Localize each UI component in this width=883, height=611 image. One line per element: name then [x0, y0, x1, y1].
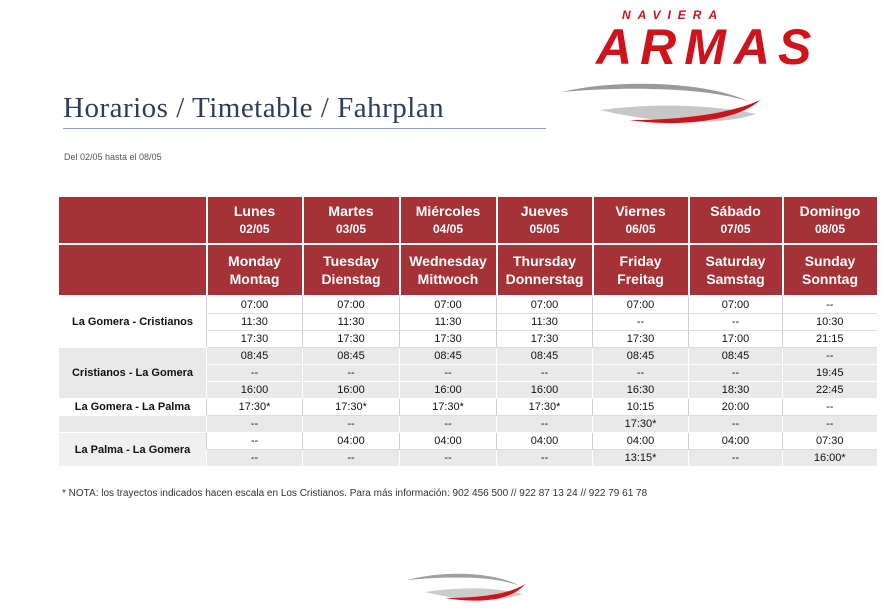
time-cell: 16:00* [783, 450, 877, 467]
time-cell: 22:45 [783, 382, 877, 399]
time-cell: 04:00 [400, 433, 497, 450]
time-cell: 04:00 [303, 433, 400, 450]
table-row [59, 433, 877, 450]
time-cell: -- [207, 450, 303, 467]
page-title: Horarios / Timetable / Fahrplan [63, 92, 445, 124]
time-cell: 17:30 [303, 331, 400, 348]
time-cell: 16:30 [593, 382, 689, 399]
day-name-es: Sábado [710, 203, 761, 219]
time-cell: 16:00 [400, 382, 497, 399]
table-row [59, 296, 877, 314]
time-cell: -- [303, 416, 400, 433]
time-cell: -- [593, 314, 689, 331]
brand-swoosh-icon [560, 80, 780, 128]
time-cell: 16:00 [303, 382, 400, 399]
time-cell: 08:45 [303, 348, 400, 365]
time-cell: 08:45 [593, 348, 689, 365]
time-cell: -- [689, 365, 783, 382]
day-date: 07/05 [720, 222, 751, 236]
time-cell: -- [497, 450, 593, 467]
day-name-en: Monday [228, 253, 281, 269]
time-cell: 07:00 [497, 296, 593, 314]
brand-logo: ARMAS [596, 19, 820, 75]
date-range: Del 02/05 hasta el 08/05 [64, 152, 162, 162]
time-cell: 11:30 [303, 314, 400, 331]
time-cell: -- [783, 416, 877, 433]
day-name-es: Lunes [233, 203, 276, 219]
time-cell: 17:30* [497, 399, 593, 416]
table-row [59, 399, 877, 416]
day-name-de: Donnerstag [505, 271, 584, 287]
time-cell: 07:00 [593, 296, 689, 314]
time-cell: 13:15* [593, 450, 689, 467]
time-cell: -- [689, 450, 783, 467]
time-cell: 17:30 [400, 331, 497, 348]
route-name-empty [59, 416, 207, 433]
time-cell: 11:30 [207, 314, 303, 331]
brand-kicker: NAVIERA [622, 8, 725, 22]
footer-swoosh-icon [405, 570, 530, 604]
time-cell: 16:00 [497, 382, 593, 399]
day-header-translated [593, 244, 689, 296]
time-cell: 04:00 [593, 433, 689, 450]
route-name: La Palma - La Gomera [59, 433, 207, 467]
time-cell: -- [400, 365, 497, 382]
day-date: 06/05 [625, 222, 656, 236]
day-name-es: Viernes [615, 203, 666, 219]
day-header [207, 197, 303, 244]
day-name-es: Martes [328, 203, 374, 219]
day-header-translated [497, 244, 593, 296]
time-cell: -- [400, 450, 497, 467]
day-header-translated [303, 244, 400, 296]
time-cell: 17:30* [400, 399, 497, 416]
time-cell: 08:45 [689, 348, 783, 365]
time-cell: 08:45 [400, 348, 497, 365]
time-cell: -- [207, 365, 303, 382]
time-cell: -- [497, 365, 593, 382]
time-cell: 17:00 [689, 331, 783, 348]
time-cell: 07:30 [783, 433, 877, 450]
header-corner [59, 244, 207, 296]
day-header [497, 197, 593, 244]
time-cell: 17:30* [303, 399, 400, 416]
time-cell: 10:15 [593, 399, 689, 416]
time-cell: 10:30 [783, 314, 877, 331]
time-cell: 17:30* [593, 416, 689, 433]
time-cell: 17:30* [207, 399, 303, 416]
day-date: 08/05 [814, 222, 846, 236]
time-cell: 07:00 [689, 296, 783, 314]
table-row [59, 348, 877, 365]
time-cell: -- [593, 365, 689, 382]
time-cell: -- [400, 416, 497, 433]
day-header [303, 197, 400, 244]
day-header-translated [207, 244, 303, 296]
timetable [58, 197, 877, 467]
route-name: La Gomera - La Palma [59, 399, 207, 416]
title-divider [63, 128, 546, 129]
day-name-de: Dienstag [321, 271, 381, 287]
time-cell: 11:30 [497, 314, 593, 331]
route-name: Cristianos - La Gomera [59, 348, 207, 399]
time-cell: 07:00 [207, 296, 303, 314]
time-cell: -- [783, 348, 877, 365]
day-header [783, 197, 877, 244]
time-cell: 18:30 [689, 382, 783, 399]
header-row-spanish [59, 197, 877, 244]
time-cell: -- [689, 314, 783, 331]
day-header-translated [689, 244, 783, 296]
day-date: 04/05 [432, 222, 464, 236]
day-name-en: Thursday [512, 253, 576, 269]
time-cell: 04:00 [689, 433, 783, 450]
day-name-es: Domingo [799, 203, 861, 219]
route-name: La Gomera - Cristianos [59, 296, 207, 348]
day-name-en: Friday [619, 253, 662, 269]
time-cell: -- [783, 399, 877, 416]
time-cell: 08:45 [497, 348, 593, 365]
day-name-es: Jueves [520, 203, 569, 219]
time-cell: 07:00 [400, 296, 497, 314]
time-cell: 04:00 [497, 433, 593, 450]
time-cell: 17:30 [207, 331, 303, 348]
day-name-de: Sonntag [802, 271, 858, 287]
day-name-de: Mittwoch [417, 271, 479, 287]
day-name-en: Tuesday [323, 253, 379, 269]
day-name-de: Samstag [706, 271, 765, 287]
time-cell: -- [207, 433, 303, 450]
day-name-en: Sunday [804, 253, 856, 269]
time-cell: 20:00 [689, 399, 783, 416]
table-row [59, 416, 877, 433]
time-cell: 17:30 [497, 331, 593, 348]
day-name-es: Miércoles [415, 203, 481, 219]
time-cell: -- [303, 365, 400, 382]
time-cell: 08:45 [207, 348, 303, 365]
time-cell: 19:45 [783, 365, 877, 382]
time-cell: 16:00 [207, 382, 303, 399]
day-date: 02/05 [239, 222, 270, 236]
time-cell: -- [303, 450, 400, 467]
day-name-en: Wednesday [409, 253, 487, 269]
header-row-en-de [59, 244, 877, 296]
header-corner [59, 197, 207, 244]
day-date: 05/05 [529, 222, 560, 236]
time-cell: -- [207, 416, 303, 433]
day-header [400, 197, 497, 244]
day-header-translated [783, 244, 877, 296]
day-name-de: Freitag [617, 271, 664, 287]
footnote: * NOTA: los trayectos indicados hacen escala en Los Cristianos. Para más información: 902 456 500 // 922 87 13 24 // 922 79 61 78 [62, 488, 648, 499]
day-name-en: Saturday [705, 253, 766, 269]
day-header-translated [400, 244, 497, 296]
time-cell: -- [689, 416, 783, 433]
time-cell: 17:30 [593, 331, 689, 348]
day-header [689, 197, 783, 244]
day-header [593, 197, 689, 244]
time-cell: 21:15 [783, 331, 877, 348]
time-cell: -- [783, 296, 877, 314]
day-name-de: Montag [229, 271, 280, 287]
time-cell: 07:00 [303, 296, 400, 314]
time-cell: 11:30 [400, 314, 497, 331]
time-cell: -- [497, 416, 593, 433]
day-date: 03/05 [335, 222, 367, 236]
